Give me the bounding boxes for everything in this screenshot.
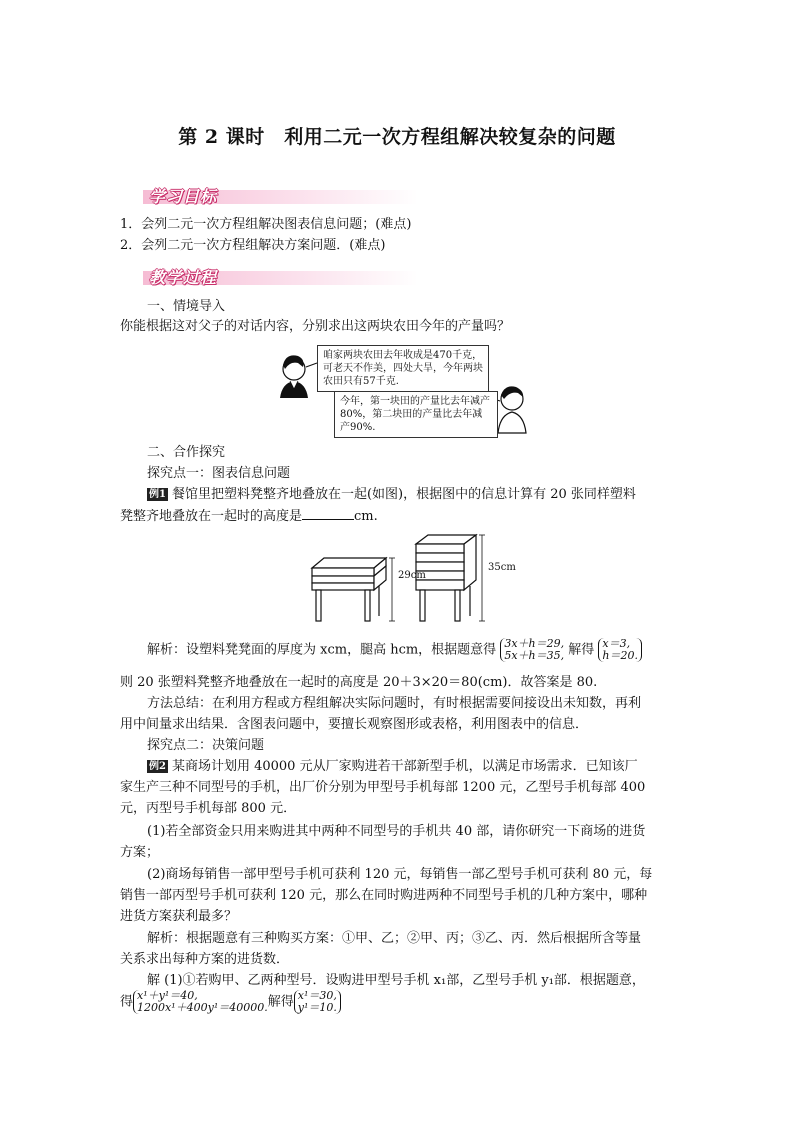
example-line: 凳整齐地叠放在一起时的高度是 cm. <box>120 509 378 524</box>
subhead: 二、合作探究 <box>147 445 226 460</box>
equation-system: 3x＋h＝29, 5x＋h＝35, <box>500 638 564 662</box>
paragraph: (2)商场每销售一部甲型号手机可获利 120 元，每销售一部乙型号手机可获利 80 元，每 <box>147 867 653 882</box>
answer-blank <box>302 507 354 520</box>
section-title: 教学过程 <box>149 268 218 287</box>
equation-solution: x＝3, h＝20. <box>598 638 642 662</box>
paragraph: 用中间量求出结果．含图表问题中，要擅长观察图形或表格，利用图表中的信息． <box>120 717 589 732</box>
paragraph: 解 (1)①若购甲、乙两种型号．设购进甲型号手机 x₁部，乙型号手机 y₁部．根据题意， <box>147 973 645 988</box>
example-tag: 例2 <box>149 761 166 772</box>
solution-line: 得 x¹＋y¹＝40, 1200x¹＋400y¹＝40000.解得 x¹＝30, y¹＝10. <box>120 990 341 1014</box>
example-tag: 例1 <box>149 489 166 500</box>
subhead: 一、情境导入 <box>147 299 226 314</box>
equation-solution: x¹＝30, y¹＝10. <box>294 990 341 1014</box>
section-banner-process <box>143 265 418 289</box>
subhead: 探究点一：图表信息问题 <box>147 466 291 481</box>
example-line: 例1 餐馆里把塑料凳整齐地叠放在一起(如图)，根据图中的信息计算有 20 张同样塑料 <box>149 487 636 502</box>
section-title: 学习目标 <box>149 187 218 206</box>
speech-bubble-son: 今年，第一块田的产量比去年减产80%，第二块田的产量比去年减产90%. <box>334 391 498 438</box>
paragraph: 方案； <box>120 845 160 860</box>
paragraph: 解析：根据题意有三种购买方案：①甲、乙；②甲、丙；③乙、丙．然后根据所含等量 <box>147 931 642 946</box>
paragraph: 关系求出每种方案的进货数． <box>120 952 290 967</box>
speech-bubble-father: 咱家两块农田去年收成是470千克，可老天不作美，四处大旱，今年两块农田只有57千克. <box>317 345 489 392</box>
example-line: 例2 某商场计划用 40000 元从厂家购进若干部新型手机，以满足市场需求．已知该厂 <box>149 759 638 774</box>
solution-line: 解析：设塑料凳凳面的厚度为 xcm，腿高 hcm，根据题意得 3x＋h＝29, 5x＋h＝35, 解得 x＝3, h＝20. <box>147 638 642 662</box>
subhead: 探究点二：决策问题 <box>147 738 265 753</box>
paragraph: 元，丙型号手机每部 800 元． <box>120 801 297 816</box>
height-label-right: 35cm <box>488 562 516 573</box>
page-title: 第 2 课时 利用二元一次方程组解决较复杂的问题 <box>178 126 616 148</box>
goal-item: 1．会列二元一次方程组解决图表信息问题；(难点) <box>120 217 412 232</box>
paragraph: 家生产三种不同型号的手机，出厂价分别为甲型号手机每部 1200 元，乙型号手机每部 400 <box>120 780 646 795</box>
dialogue-illustration <box>272 343 532 435</box>
paragraph: (1)若全部资金只用来购进其中两种不同型号的手机共 40 部，请你研究一下商场的进货 <box>147 824 646 839</box>
section-banner-goals <box>143 184 418 208</box>
paragraph: 则 20 张塑料凳整齐地叠放在一起时的高度是 20＋3×20＝80(cm)．故答案是 80. <box>120 675 598 690</box>
paragraph: 进货方案获利最多？ <box>120 909 238 924</box>
goal-item: 2．会列二元一次方程组解决方案问题．(难点) <box>120 238 386 253</box>
paragraph: 方法总结：在利用方程或方程组解决实际问题时，有时根据需要间接设出未知数，再利 <box>147 696 642 711</box>
height-label-left: 29cm <box>398 570 426 581</box>
paragraph: 销售一部丙型号手机可获利 120 元，那么在同时购进两种不同型号手机的几种方案中，哪种 <box>120 888 648 903</box>
paragraph: 你能根据这对父子的对话内容，分别求出这两块农田今年的产量吗？ <box>120 319 511 334</box>
equation-system: x¹＋y¹＝40, 1200x¹＋400y¹＝40000. <box>133 990 268 1014</box>
